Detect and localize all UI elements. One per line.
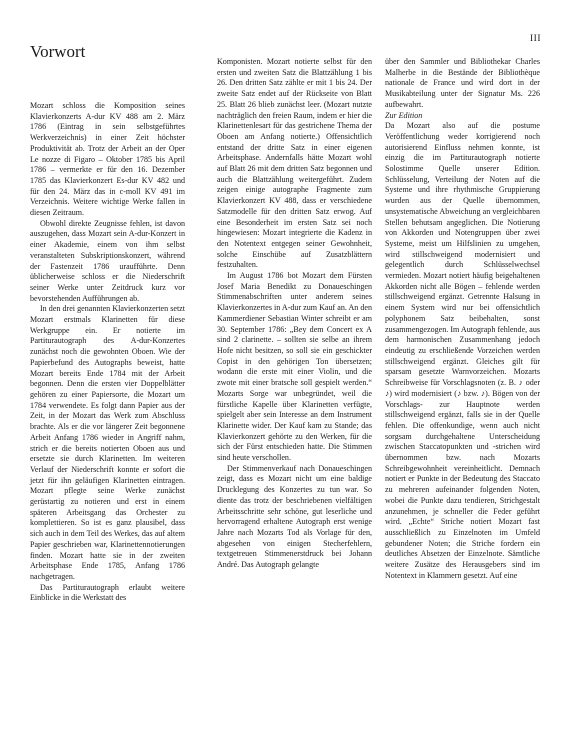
text-column-1 — [30, 101, 185, 604]
page-number: III — [530, 34, 541, 44]
paragraph: über den Sammler und Bibliothekar Charles Malherbe in die Bestände der Bibliothèque nationale de France und wird dort in der Musikabteilung unter der Signatur Ms. 226 aufbewahrt. — [385, 57, 540, 109]
paragraph: Komponisten. Mozart notierte selbst für den ersten und zweiten Satz die Blattzählung 1 bis 26. Den dritten Satz zählte er mit 1 bis 24. Der zweite Satz endet auf der Rückseite von Blatt 25. Blatt 26 blieb zunächst leer. (Mozart nutzte nachträglich den freien Raum, indem er hier die Klarinettenlesart für das gestrichene Thema der Oboen am Anfang notierte.) Offensichtlich entstand der dritte Satz in einer eigenen Arbeitsphase. Andernfalls hätte Mozart wohl auf Blatt 26 mit dem dritten Satz begonnen und auch die Blattzählung weitergeführt. Zudem zeigen einige autographe Fragmente zum Klavierkonzert KV 488, dass er verschiedene Satzmodelle für den dritten Satz erwog. Auf eine Besonderheit im ersten Satz sei noch hingewiesen: Mozart integrierte die Kadenz in den Notentext entgegen seiner Gewohnheit, solche Einschübe auf Zusatzblättern festzuhalten. — [217, 57, 372, 270]
page-title: Vorwort — [30, 42, 86, 61]
paragraph: Mozart schloss die Komposition seines Klavierkonzerts A-dur KV 488 am 2. März 1786 (Eintrag in sein selbstgeführtes Werkverzeichnis) in einer Zeit höchster Produktivität ab. Trotz der Arbeit an der Oper Le nozze di Figaro – Oktober 1785 bis April 1786 – vermerkte er für den 16. Dezember 1785 das Klavierkonzert Es-dur KV 482 und für den 24. März das in c-moll KV 491 im Verzeichnis. Weitere wichtige Werke fallen in diesen Zeitraum. — [30, 101, 185, 218]
section-subheading: Zur Edition — [385, 110, 423, 120]
paragraph: Im August 1786 bot Mozart dem Fürsten Josef Maria Benedikt zu Donaueschingen Stimmenabschriften unter anderem seines Klavierkonzertes in A-dur zum Kauf an. An den Kammerdiener Sebastian Winter schreibt er am 30. September 1786: „Bey dem Concert ex A sind 2 clarinette. – sollten sie selbe an ihrem Hofe nicht besitzen, so soll sie ein geschickter Copist in den gehörigen Ton übersetzen; wodann die erste mit einer Violin, und die zwote mit einer bratsche soll gespielt werden.“ Mozarts Sorge war unbegründet, weil die fürstliche Kapelle über Klarinetten verfügte, spielgelt aber sein Interesse an dem Instrument Klarinette wider. Der Kauf kam zu Stande; das Klavierkonzert gehörte zu den Werken, für die sich der Fürst entschieden hatte. Die Stimmen sind heute verschollen. — [217, 271, 372, 463]
text-column-3 — [385, 57, 540, 581]
paragraph: Obwohl direkte Zeugnisse fehlen, ist davon auszugehen, dass Mozart sein A-dur-Konzert in einer Akademie, einem von ihm selbst veranstalteten Subskriptionskonzert, während der Fastenzeit 1786 uraufführte. Denn üblicherweise schloss er die Niederschrift seiner Werke unter Zeitdruck kurz vor bevorstehenden Aufführungen ab. — [30, 218, 185, 303]
paragraph: Das Partiturautograph erlaubt weitere Einblicke in die Werkstatt des — [30, 582, 185, 603]
paragraph: Da Mozart also auf die postume Veröffentlichung weder korrigierend noch autorisierend Einfluss nehmen konnte, ist einzig die im Partiturautograph notierte Solostimme Quelle unserer Edition. Schlüsselung, Verteilung der Noten auf die Systeme und ihre rhythmische Gruppierung wurden aus der Quelle übernommen, unsystematische Abweichung an vergleichbaren Stellen behutsam angeglichen. Die Notierung von Akkorden und Notengruppen über zwei Systeme, meist um Hilfslinien zu umgehen, wird stillschweigend modernisiert und gelegentlich durch Schlüsselwechsel vermieden. Mozart notiert häufig beigehaltenen Akkorden nicht alle Bögen – fehlende werden stillschweigend ergänzt. Getrennte Halsung in einem System wird nur bei offensichtlich polyphonem Satz beibehalten, sonst zusammengezogen. Im Autograph fehlende, aus dem harmonischen Zusammenhang jedoch eindeutig zu erschließende Vorzeichen werden stillschweigend ergänzt. Gleiches gilt für sparsam gesetzte Warnvorzeichen. Mozarts Schreibweise für Vorschlagsnoten (z. B. ♪ oder ♪) wird modernisiert (♪ bzw. ♪). Bögen von der Vorschlags- zur Hauptnote werden stillschweigend ergänzt, falls sie in der Quelle fehlen. Die offenkundige, wenn auch nicht sorgsam durchgehaltene Unterscheidung zwischen Staccatopunkten und -strichen wird übernommen bzw. nach Mozarts Schreibgewohnheit vereinheitlicht. Demnach notiert er Punkte in der Bedeutung des Staccato zu mehreren aufeinander folgenden Noten, wobei die Punkte dazu tendieren, Strichgestalt anzunehmen, je schneller die Feder geführt wird. „Echte“ Striche notiert Mozart fast ausschließlich zu Einzelnoten im Umfeld gebundener Noten; die Striche fordern ein deutliches Absetzen der Einzelnote. Sämtliche weitere Zusätze des Herausgebers sind im Notentext in Klammern gesetzt. Auf eine — [385, 121, 540, 580]
paragraph: Der Stimmenverkauf nach Donaueschingen zeigt, dass es Mozart nicht um eine baldige Drucklegung des Konzertes zu tun war. So diente das trotz der beschriebenen vielfältigen Arbeitsschritte sehr schöne, gut leserliche und hervorragend erhaltene Autograph erst wenige Jahre nach Mozarts Tod als Vorlage für den, abgesehen von einigen Stecherfehlern, textgetreuen Stimmenerstdruck bei Johann André. Das Autograph gelangte — [217, 463, 372, 570]
text-column-2 — [217, 57, 372, 571]
paragraph: In den drei genannten Klavierkonzerten setzt Mozart erstmals Klarinetten für diese Werkgruppe ein. Er notierte im Partiturautograph des A-dur-Konzertes zunächst noch die gewohnten Oboen. Wie der Papierbefund des Autographs beweist, hatte Mozart bereits Ende 1784 mit der Arbeit begonnen. Denn die ersten vier Doppelblätter gehören zu einer Papiersorte, die Mozart um 1784 verwendete. Es folgt dann Papier aus der Zeit, in der Mozart das Werk zum Abschluss brachte. Als er die vor längerer Zeit begonnene Arbeit Anfang 1786 wieder in Angriff nahm, strich er die bereits notierten Oboen aus und ersetzte sie durch Klarinetten. Im weiteren Verlauf der Niederschrift konnte er sofort die jetzt für ihn geläufigen Klarinetten eintragen. Mozart pflegte seine Werke zunächst gerüstartig zu notieren und erst in einem späteren Arbeitsgang das Orchester zu komplettieren. So ist es ganz plausibel, dass sich auch in dem Teil des Werkes, das auf altem Papier geschrieben war, Klarinettennotierungen finden. Mozart hatte sie in der zweiten Arbeitsphase Ende 1785, Anfang 1786 nachgetragen. — [30, 304, 185, 581]
